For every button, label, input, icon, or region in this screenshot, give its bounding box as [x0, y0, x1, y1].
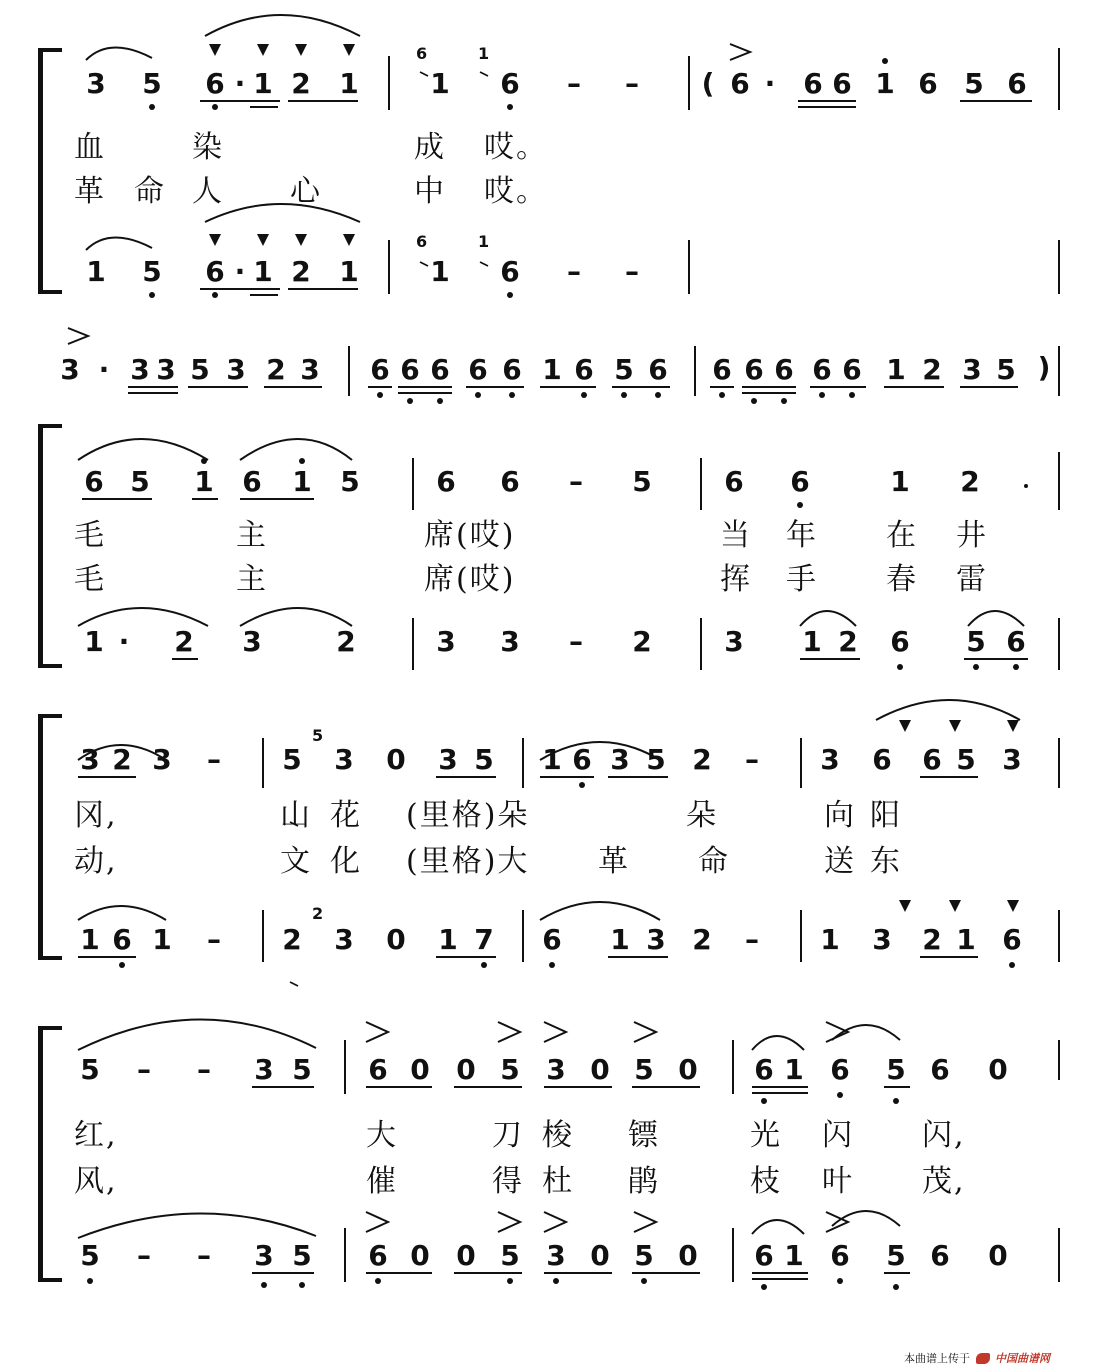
note: 3 — [334, 923, 354, 956]
note: 5 — [340, 465, 360, 498]
note: 1 — [339, 255, 359, 288]
note: 5 — [500, 1239, 520, 1272]
note: 3 — [130, 353, 150, 386]
note: 5 — [632, 465, 652, 498]
rest: 0 — [988, 1053, 1008, 1086]
note: 6 — [744, 353, 764, 386]
rest: 0 — [678, 1239, 698, 1272]
note: 2 — [291, 255, 311, 288]
note: 6 — [112, 923, 132, 956]
paren-open: ( — [701, 67, 715, 100]
rest: 0 — [590, 1053, 610, 1086]
note: 5 — [190, 353, 210, 386]
note: 6 — [712, 353, 732, 386]
lyric: 席(哎) — [424, 562, 516, 597]
note: 7 — [474, 923, 494, 956]
lyric: 挥 — [720, 562, 752, 597]
lyric: 毛 — [74, 518, 106, 553]
note: 2 — [266, 353, 286, 386]
lyric: 冈, — [74, 798, 118, 833]
note: 3 — [438, 743, 458, 776]
lyric: 茂, — [922, 1164, 966, 1199]
note: 6 — [500, 67, 520, 100]
site-logo-icon — [976, 1353, 990, 1364]
dash: – — [569, 465, 583, 498]
note: 6 — [542, 923, 562, 956]
lyric: 梭 — [542, 1118, 574, 1153]
lyric: 闪, — [922, 1118, 966, 1153]
note: 6 — [84, 465, 104, 498]
note: 1 — [784, 1053, 804, 1086]
note: 2 — [112, 743, 132, 776]
note: 5 — [474, 743, 494, 776]
dot-extension: · — [764, 67, 776, 100]
lyric: 风, — [74, 1164, 118, 1199]
note: 5 — [142, 67, 162, 100]
system-bracket — [38, 48, 43, 294]
grace-note: 2 — [312, 904, 324, 923]
grace-note: 6 — [416, 44, 428, 63]
note: 3 — [436, 625, 456, 658]
lyric: 杜 — [542, 1164, 574, 1199]
lyric: (里格)朵 — [406, 798, 530, 833]
note: 5 — [614, 353, 634, 386]
lyric: 大 — [366, 1118, 398, 1153]
lyric: 动, — [74, 844, 118, 879]
dash: – — [625, 255, 639, 288]
lyric: 东 — [870, 844, 902, 879]
note: 6 — [724, 465, 744, 498]
note: 6 — [572, 743, 592, 776]
note: 1 — [86, 255, 106, 288]
note: 6 — [400, 353, 420, 386]
note: 5 — [966, 625, 986, 658]
lyric: 化 — [330, 844, 362, 879]
note: 6 — [242, 465, 262, 498]
note: 6 — [368, 1239, 388, 1272]
note: 3 — [962, 353, 982, 386]
lyric: 光 — [750, 1118, 782, 1153]
lyric: 当 — [720, 518, 752, 553]
lyric: 主 — [236, 518, 268, 553]
note: 2 — [960, 465, 980, 498]
footer-site-name[interactable]: 中国曲谱网 — [995, 1352, 1050, 1365]
note: 1 — [253, 67, 273, 100]
note: 5 — [282, 743, 302, 776]
note: 0 — [386, 923, 406, 956]
lyric: 主 — [236, 562, 268, 597]
dash: – — [745, 923, 759, 956]
lyric: 镖 — [628, 1118, 660, 1153]
note: 3 — [152, 743, 172, 776]
lyric: 叶 — [822, 1164, 854, 1199]
note: 6 — [502, 353, 522, 386]
lyric: 雷 — [956, 562, 988, 597]
rest: 0 — [456, 1239, 476, 1272]
lyric: 阳 — [870, 798, 902, 833]
dash: – — [137, 1239, 151, 1272]
lyric: 红, — [74, 1118, 118, 1153]
note: 3 — [254, 1239, 274, 1272]
lyric: 毛 — [74, 562, 106, 597]
note: 6 — [500, 255, 520, 288]
lyric: 年 — [786, 518, 818, 553]
note: 6 — [205, 255, 225, 288]
note: 1 — [253, 255, 273, 288]
rest: 0 — [410, 1053, 430, 1086]
lyric: 刀 — [492, 1118, 524, 1153]
note: 6 — [930, 1053, 950, 1086]
dash: – — [137, 1053, 151, 1086]
note: 6 — [468, 353, 488, 386]
note: 2 — [692, 923, 712, 956]
lyric: 得 — [492, 1164, 524, 1199]
note: 6 — [368, 1053, 388, 1086]
note: 5 — [886, 1239, 906, 1272]
note: 1 — [80, 923, 100, 956]
note: 2 — [632, 625, 652, 658]
note: 6 — [430, 353, 450, 386]
dash: – — [745, 743, 759, 776]
lyric: 革 — [598, 844, 630, 879]
note: 6 — [842, 353, 862, 386]
note: 5 — [996, 353, 1016, 386]
dash: – — [567, 67, 581, 100]
note: 1 — [542, 353, 562, 386]
lyric: 文 — [280, 844, 312, 879]
note: 5 — [80, 1053, 100, 1086]
note: 3 — [242, 625, 262, 658]
note: 1 — [802, 625, 822, 658]
note: 2 — [174, 625, 194, 658]
note: 1 — [194, 465, 214, 498]
note: 6 — [754, 1239, 774, 1272]
note: 2 — [922, 353, 942, 386]
note: 2 — [922, 923, 942, 956]
note: 5 — [634, 1053, 654, 1086]
dash: – — [207, 923, 221, 956]
note: 3 — [86, 67, 106, 100]
note: 3 — [1002, 743, 1022, 776]
dot-extension: · — [234, 67, 246, 100]
system-bracket — [38, 424, 43, 668]
note: 6 — [648, 353, 668, 386]
note: 1 — [890, 465, 910, 498]
note: 1 — [438, 923, 458, 956]
note: 0 — [386, 743, 406, 776]
rest: 0 — [590, 1239, 610, 1272]
note: 5 — [292, 1239, 312, 1272]
grace-note: 6 — [416, 232, 428, 251]
note: 3 — [724, 625, 744, 658]
lyric: 席(哎) — [424, 518, 516, 553]
note: 6 — [574, 353, 594, 386]
dash: – — [569, 625, 583, 658]
lyric: 手 — [786, 562, 818, 597]
note: 3 — [254, 1053, 274, 1086]
note: 5 — [130, 465, 150, 498]
note: 6 — [922, 743, 942, 776]
note: 5 — [80, 1239, 100, 1272]
note: 6 — [774, 353, 794, 386]
lyric: 催 — [366, 1164, 398, 1199]
dot-extension: · — [98, 353, 110, 386]
lyric: 闪 — [822, 1118, 854, 1153]
dash: – — [197, 1053, 211, 1086]
note: 6 — [730, 67, 750, 100]
note: 3 — [610, 743, 630, 776]
note: 6 — [918, 67, 938, 100]
rest: 0 — [988, 1239, 1008, 1272]
lyric: 井 — [956, 518, 988, 553]
note: 6 — [830, 1053, 850, 1086]
note: 6 — [812, 353, 832, 386]
footer-watermark — [904, 1350, 1050, 1366]
lyric: (里格)大 — [406, 844, 530, 879]
note: 3 — [334, 743, 354, 776]
note: 6 — [370, 353, 390, 386]
note: 6 — [754, 1053, 774, 1086]
dash: – — [567, 255, 581, 288]
grace-note: 1 — [478, 44, 490, 63]
note: 5 — [956, 743, 976, 776]
note: 1 — [542, 743, 562, 776]
note: 1 — [610, 923, 630, 956]
note: 3 — [80, 743, 100, 776]
note: 6 — [803, 67, 823, 100]
note: 1 — [430, 255, 450, 288]
note: 1 — [784, 1239, 804, 1272]
note: 2 — [291, 67, 311, 100]
note: 1 — [956, 923, 976, 956]
dash: – — [207, 743, 221, 776]
note: 2 — [838, 625, 858, 658]
lyric: 朵 — [686, 798, 718, 833]
note: 5 — [292, 1053, 312, 1086]
lyric: 春 — [886, 562, 918, 597]
system-bracket — [38, 1026, 43, 1282]
lyric: 花 — [330, 798, 362, 833]
note: 5 — [500, 1053, 520, 1086]
dot-extension: · — [118, 625, 130, 658]
dot-extension: · — [234, 255, 246, 288]
note: 6 — [1007, 67, 1027, 100]
note: 6 — [1002, 923, 1022, 956]
lyric: 命 — [698, 844, 730, 879]
note: 1 — [430, 67, 450, 100]
note: 3 — [646, 923, 666, 956]
note: 5 — [142, 255, 162, 288]
paren-close: ) — [1037, 351, 1051, 384]
dash: – — [197, 1239, 211, 1272]
note: 3 — [60, 353, 80, 386]
note: 2 — [282, 923, 302, 956]
note: 6 — [1006, 625, 1026, 658]
note: 1 — [84, 625, 104, 658]
note: 1 — [886, 353, 906, 386]
note: 3 — [500, 625, 520, 658]
note: 6 — [872, 743, 892, 776]
note: 3 — [226, 353, 246, 386]
note: 6 — [830, 1239, 850, 1272]
lyric: 送 — [824, 844, 856, 879]
note: 6 — [500, 465, 520, 498]
note: 3 — [546, 1239, 566, 1272]
note: 6 — [832, 67, 852, 100]
note: 6 — [790, 465, 810, 498]
note: 2 — [692, 743, 712, 776]
note: 6 — [930, 1239, 950, 1272]
note: 5 — [964, 67, 984, 100]
lyric: 枝 — [750, 1164, 782, 1199]
note: 3 — [300, 353, 320, 386]
rest: 0 — [456, 1053, 476, 1086]
note: 2 — [336, 625, 356, 658]
note: 3 — [156, 353, 176, 386]
lyric: 在 — [886, 518, 918, 553]
lyric: 向 — [824, 798, 856, 833]
note: 5 — [886, 1053, 906, 1086]
system-bracket — [38, 714, 43, 960]
note: 3 — [546, 1053, 566, 1086]
note: 3 — [872, 923, 892, 956]
note: 5 — [646, 743, 666, 776]
rest: 0 — [678, 1053, 698, 1086]
note: 1 — [292, 465, 312, 498]
note: 6 — [205, 67, 225, 100]
lyric: 山 — [280, 798, 312, 833]
note: 1 — [875, 67, 895, 100]
note: 5 — [634, 1239, 654, 1272]
grace-note: 1 — [478, 232, 490, 251]
lyric: 鹃 — [628, 1164, 660, 1199]
note: 3 — [820, 743, 840, 776]
note: 1 — [152, 923, 172, 956]
note: 6 — [890, 625, 910, 658]
rest: 0 — [410, 1239, 430, 1272]
note: 1 — [820, 923, 840, 956]
dash: – — [625, 67, 639, 100]
note: 6 — [436, 465, 456, 498]
footer-uploaded-text: 本曲谱上传于 — [904, 1352, 970, 1365]
grace-note: 5 — [312, 726, 324, 745]
note: 1 — [339, 67, 359, 100]
